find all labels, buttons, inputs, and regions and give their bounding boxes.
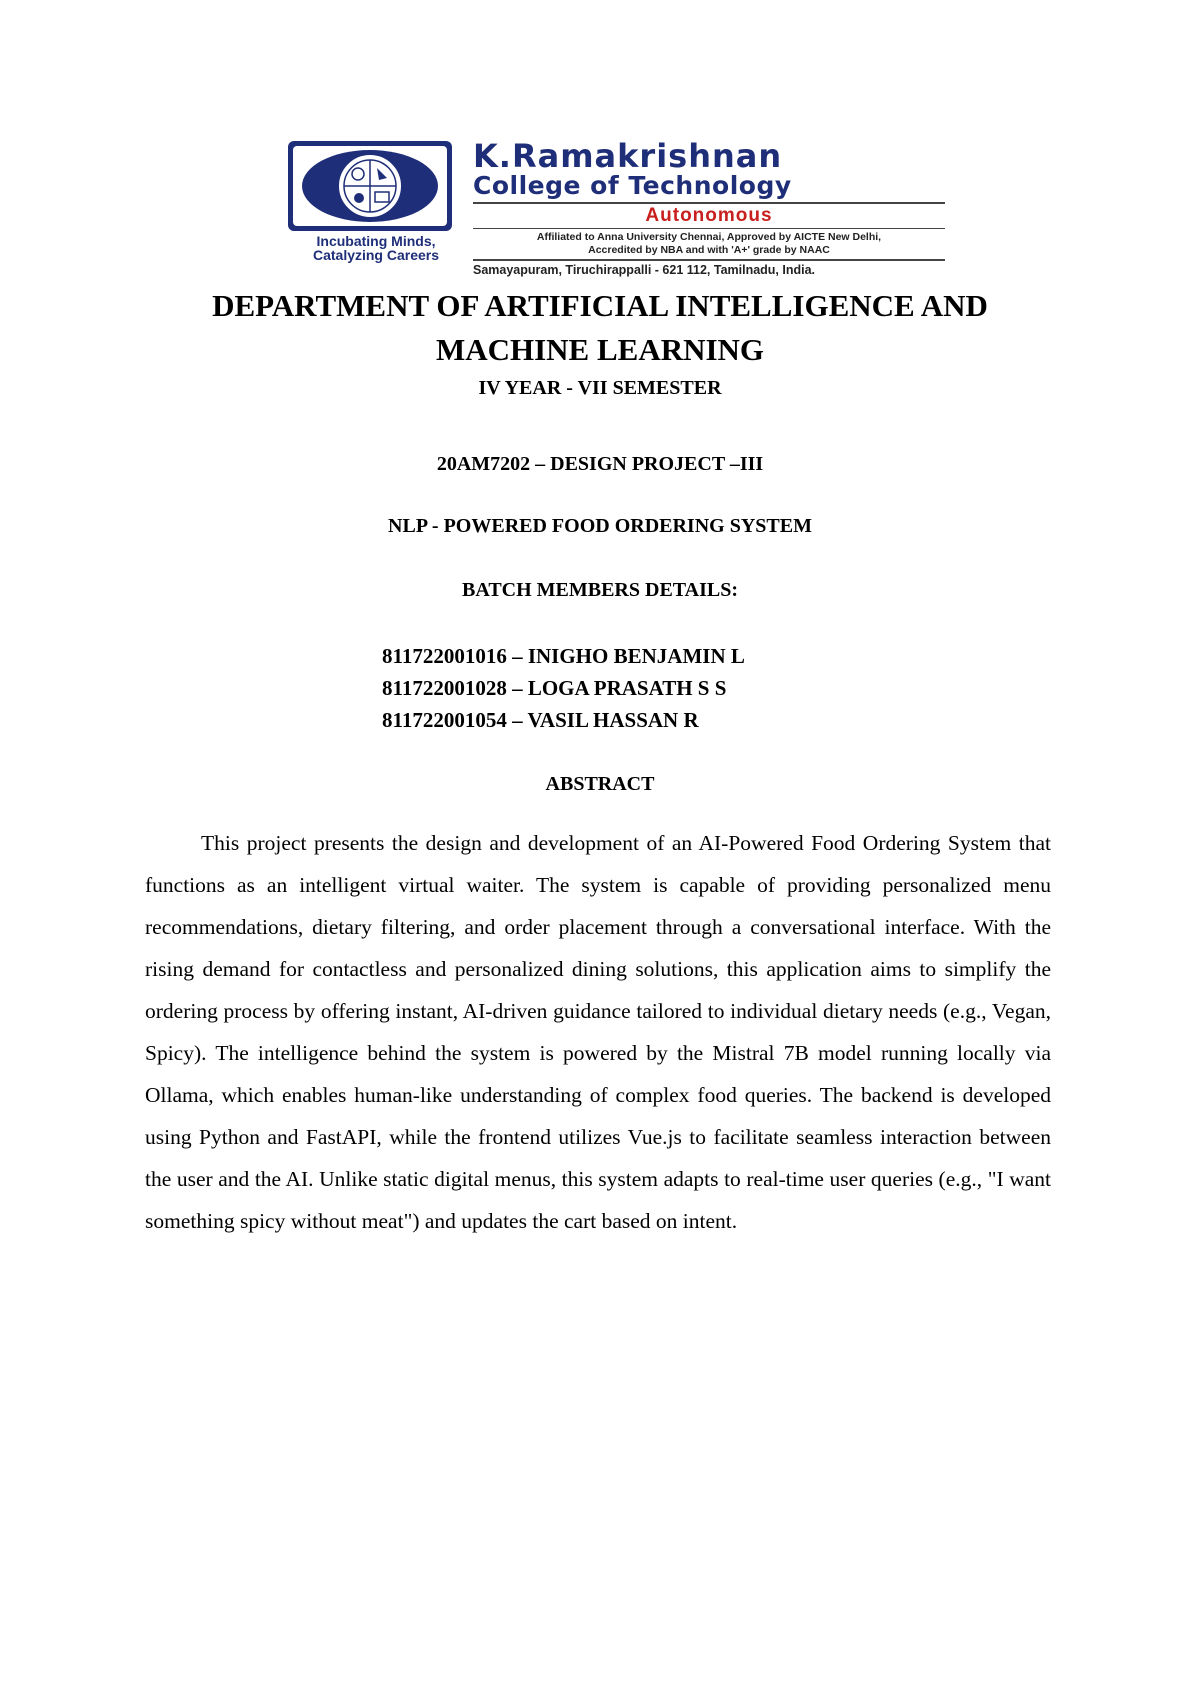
member-list	[382, 640, 745, 736]
header-divider	[473, 202, 945, 204]
header-divider	[473, 259, 945, 261]
autonomous-label: Autonomous	[645, 205, 773, 226]
year-semester: IV YEAR - VII SEMESTER	[478, 377, 722, 399]
header-divider	[473, 228, 945, 229]
college-address: Samayapuram, Tiruchirappalli - 621 112, Tamilnadu, India.	[473, 263, 816, 277]
list-item: 811722001016 – INIGHO BENJAMIN L	[382, 644, 745, 668]
abstract-body: This project presents the design and development of an AI-Powered Food Ordering System that functions as an intelligent virtual waiter. The system is capable of providing personalized menu recommendations, dietary filtering, and order placement through a conversational interface. With the rising demand for contactless and personalized dining solutions, this application aims to simplify the ordering process by offering instant, AI-driven guidance tailored to individual dietary needs (e.g., Vegan, Spicy). The intelligence behind the system is powered by the Mistral 7B model running locally via Ollama, which enables human-like understanding of complex food queries. The backend is developed using Python and FastAPI, while the frontend utilizes Vue.js to facilitate seamless interaction between the user and the AI. Unlike static digital menus, this system adapts to real-time user queries (e.g., "I want something spicy without meat") and updates the cart based on intent.	[145, 831, 1051, 1233]
department-line-2: MACHINE LEARNING	[435, 332, 765, 367]
list-item: 811722001028 – LOGA PRASATH S S	[382, 676, 727, 700]
batch-heading: BATCH MEMBERS DETAILS:	[462, 579, 738, 601]
abstract-heading: ABSTRACT	[545, 773, 655, 795]
accreditation-line: Accredited by NBA and with 'A+' grade by NAAC	[588, 244, 830, 256]
college-emblem-icon	[287, 140, 453, 232]
emblem-tagline: Incubating Minds, Catalyzing Careers	[312, 233, 440, 263]
college-emblem	[287, 140, 453, 262]
department-line-1: DEPARTMENT OF ARTIFICIAL INTELLIGENCE AND	[212, 288, 988, 323]
course-code: 20AM7202 – DESIGN PROJECT –III	[436, 453, 764, 475]
college-header	[287, 137, 945, 277]
college-name: K.Ramakrishnan	[473, 137, 783, 175]
department-heading	[0, 284, 1200, 372]
list-item: 811722001054 – VASIL HASSAN R	[382, 708, 699, 732]
project-title: NLP - POWERED FOOD ORDERING SYSTEM	[388, 515, 812, 537]
affiliation-line: Affiliated to Anna University Chennai, Approved by AICTE New Delhi,	[536, 231, 882, 243]
college-subtitle: College of Technology	[473, 171, 792, 200]
college-title-block	[473, 137, 945, 278]
